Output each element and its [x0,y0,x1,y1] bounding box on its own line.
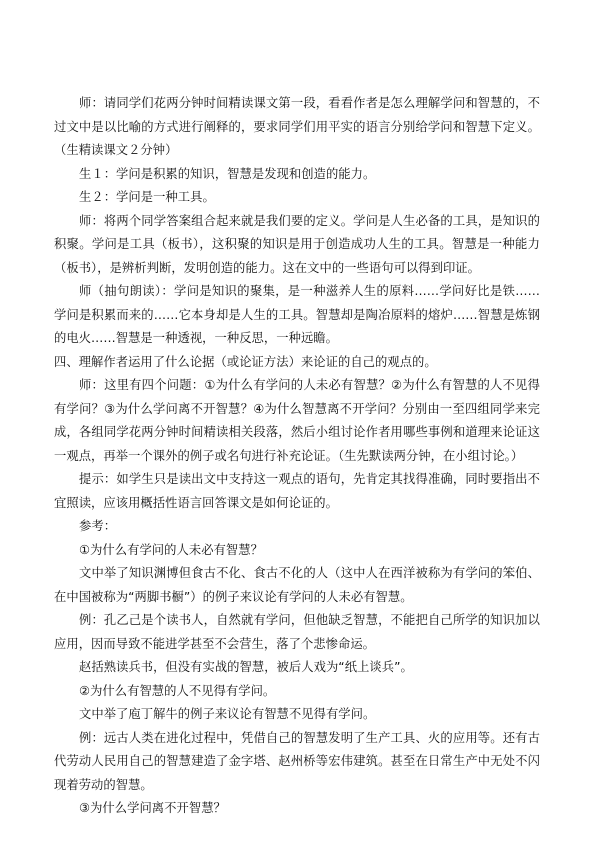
paragraph: 文中举了庖丁解牛的例子来议论有智慧不见得有学问。 [79,707,376,721]
question-heading: ①为什么有学问的人未必有智慧？ [79,542,263,557]
paragraph: 参考： [79,519,117,533]
paragraph: 师：将两个同学答案组合起来就是我们要的定义。学问是人生必备的工具，是知识的积聚。学问是工具（板书），这积聚的知识是用于创造成功人生的工具。智慧是一种能力（板书），是辨析判断，发明创造的能力。这在文中的一些语句可以得到印证。 [54,213,540,275]
paragraph: 文中举了知识渊博但食古不化、食古不化的人（这中人在西洋被称为有学问的笨伯、在中国被称为“两脚书橱”）的例子来议论有学问的人未必有智慧。 [54,566,540,604]
paragraph: 师：这里有四个问题：①为什么有学问的人未必有智慧？②为什么有智慧的人不见得有学问？③为什么学问离不开智慧？④为什么智慧离不开学问？分别由一至四组同学来完成，各组同学花两分钟时间精读相关段落，然后小组讨论作者用哪些事例和道理来论证这一观点，再举一个课外的例子或名句进行补充论证。（生先默读两分钟，在小组讨论。） [54,378,540,463]
paragraph: 生１：学问是积累的知识，智慧是发现和创造的能力。 [79,166,376,181]
question-heading: ②为什么有智慧的人不见得有学问。 [79,683,276,698]
paragraph: 例：孔乙己是个读书人，自然就有学问，但他缺乏智慧，不能把自己所学的知识加以应用，因而导致不能进学甚至不会营生，落了个悲惨命运。 [54,613,540,651]
paragraph: 例：远古人类在进化过程中，凭借自己的智慧发明了生产工具、火的应用等。还有古代劳动人民用自己的智慧建造了金字塔、赵州桥等宏伟建筑。甚至在日常生产中无处不闪现着劳动的智慧。 [54,730,540,792]
document-body [54,92,540,821]
paragraph: 师：请同学们花两分钟时间精读课文第一段，看看作者是怎么理解学问和智慧的，不过文中是以比喻的方式进行阐释的，要求同学们用平实的语言分别给学问和智慧下定义。（生精读课文２分钟） [54,96,540,157]
paragraph: 师（抽句朗读）：学问是知识的聚集，是一种滋养人生的原料……学问好比是铁……学问是积累而来的……它本身却是人生的工具。智慧却是陶冶原料的熔炉……智慧是炼钢的电火……智慧是一种透视，一种反思，一种远瞻。 [54,284,540,345]
paragraph: 提示：如学生只是读出文中支持这一观点的语句，先肯定其找得准确，同时要指出不宜照读，应该用概括性语言回答课文是如何论证的。 [54,472,540,510]
paragraph: 赵括熟读兵书，但没有实战的智慧，被后人戏为“纸上谈兵”。 [79,660,413,674]
section-heading: 四、理解作者运用了什么论据（或论证方法）来论证的自己的观点的。 [54,354,437,369]
paragraph: 生２：学问是一种工具。 [79,190,215,204]
question-heading: ③为什么学问离不开智慧？ [79,801,226,815]
